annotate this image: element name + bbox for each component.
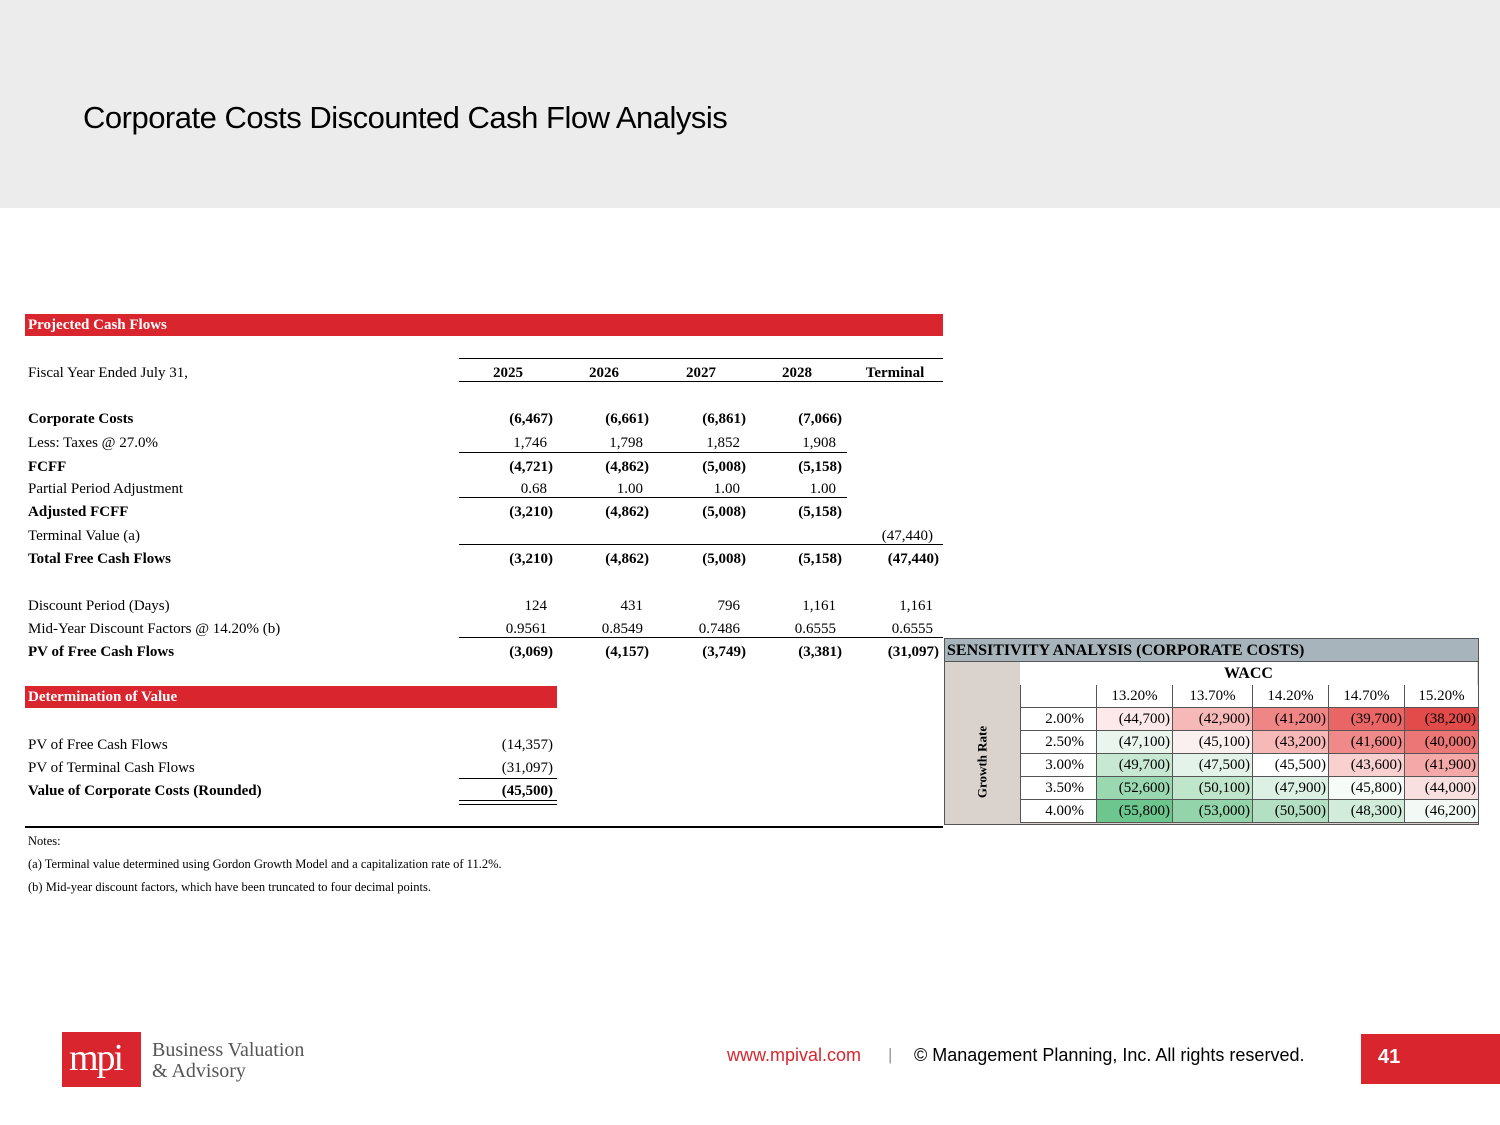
cell-value: 1,161: [802, 598, 836, 614]
growth-rate: 3.50%: [1020, 777, 1096, 800]
fcff-rule: [459, 452, 847, 453]
value-amount: (31,097): [501, 760, 553, 776]
cell-value: (4,862): [605, 551, 649, 567]
cell-value: 1.00: [809, 481, 836, 497]
sensitivity-value: (47,100): [1096, 731, 1172, 754]
cell-value: (3,069): [509, 644, 553, 660]
sensitivity-value: (42,900): [1172, 708, 1252, 731]
note-b: (b) Mid-year discount factors, which have been truncated to four decimal points.: [28, 880, 431, 894]
sensitivity-value: (43,600): [1328, 754, 1404, 777]
row-label: Less: Taxes @ 27.0%: [28, 435, 158, 451]
cell-value: 1,746: [513, 435, 547, 451]
cell-value: 1,161: [899, 598, 933, 614]
cell-value: (5,158): [798, 551, 842, 567]
year-header: 2025: [493, 365, 523, 381]
wacc-header: 15.20%: [1404, 685, 1478, 708]
year-header: Terminal: [865, 365, 925, 381]
cell-value: (6,467): [509, 411, 553, 427]
page-number-box: [1361, 1034, 1500, 1084]
sensitivity-value: (50,100): [1172, 777, 1252, 800]
growth-rate-axis-label: Growth Rate: [974, 725, 990, 799]
cell-value: 124: [524, 598, 547, 614]
value-label: PV of Terminal Cash Flows: [28, 760, 195, 776]
logo-line-2: & Advisory: [152, 1060, 246, 1082]
website-link[interactable]: www.mpival.com: [727, 1045, 862, 1065]
year-top-rule: [459, 358, 943, 359]
year-bottom-rule: [459, 381, 943, 382]
value-amount: (14,357): [501, 737, 553, 753]
total-rule: [459, 544, 943, 545]
cell-value: (4,862): [605, 504, 649, 520]
sensitivity-value: (47,500): [1172, 754, 1252, 777]
sensitivity-value: (45,800): [1328, 777, 1404, 800]
year-header: 2028: [782, 365, 812, 381]
sensitivity-table: [944, 638, 1479, 825]
value-sum-rule: [459, 778, 557, 779]
sensitivity-value: (50,500): [1252, 800, 1328, 823]
sensitivity-value: (44,000): [1404, 777, 1478, 800]
sensitivity-value: (41,900): [1404, 754, 1478, 777]
sensitivity-title: SENSITIVITY ANALYSIS (CORPORATE COSTS): [945, 639, 1478, 662]
cell-value: 1,852: [706, 435, 740, 451]
wacc-axis-label: WACC: [1020, 662, 1477, 686]
sensitivity-value: (38,200): [1404, 708, 1478, 731]
sensitivity-value: (45,100): [1172, 731, 1252, 754]
sensitivity-value: (48,300): [1328, 800, 1404, 823]
logo-line-1: Business Valuation: [152, 1039, 305, 1061]
sensitivity-value: (39,700): [1328, 708, 1404, 731]
sensitivity-value: (55,800): [1096, 800, 1172, 823]
footer-separator: |: [888, 1045, 893, 1064]
cell-value: (6,661): [605, 411, 649, 427]
sensitivity-value: (41,200): [1252, 708, 1328, 731]
cell-value: 796: [717, 598, 740, 614]
row-label: FCFF: [28, 459, 67, 475]
cell-value: (4,721): [509, 459, 553, 475]
cell-value: (5,008): [702, 459, 746, 475]
pv-rule: [459, 637, 943, 638]
cell-value: (31,097): [887, 644, 939, 660]
page-title: Corporate Costs Discounted Cash Flow Analysis: [83, 100, 728, 135]
corner-cell: [1020, 685, 1096, 708]
cell-value: (5,008): [702, 551, 746, 567]
year-header: 2027: [686, 365, 716, 381]
wacc-header: 14.70%: [1328, 685, 1404, 708]
row-label: Total Free Cash Flows: [28, 551, 171, 567]
cell-value: (6,861): [702, 411, 746, 427]
cell-value: 431: [620, 598, 643, 614]
sensitivity-value: (49,700): [1096, 754, 1172, 777]
year-header: 2026: [589, 365, 619, 381]
row-label: Adjusted FCFF: [28, 504, 129, 520]
projected-cash-flows-header: Projected Cash Flows: [25, 314, 943, 336]
sensitivity-value: (43,200): [1252, 731, 1328, 754]
cell-value: (3,210): [509, 504, 553, 520]
sensitivity-value: (53,000): [1172, 800, 1252, 823]
cell-value: (47,440): [887, 551, 939, 567]
copyright: © Management Planning, Inc. All rights reserved.: [914, 1045, 1305, 1065]
cell-value: 1.00: [616, 481, 643, 497]
cell-value: 0.6555: [891, 621, 933, 637]
cell-value: (47,440): [881, 528, 933, 544]
cell-value: 1.00: [713, 481, 740, 497]
wacc-header: 13.70%: [1172, 685, 1252, 708]
logo-text: mpi: [69, 1037, 123, 1079]
mpi-logo: [62, 1032, 141, 1087]
row-label: PV of Free Cash Flows: [28, 644, 175, 660]
cell-value: (5,158): [798, 459, 842, 475]
notes-divider: [25, 826, 943, 828]
cell-value: 0.7486: [698, 621, 740, 637]
value-amount: (45,500): [501, 783, 553, 799]
fy-label: Fiscal Year Ended July 31,: [28, 365, 188, 381]
growth-rate: 2.00%: [1020, 708, 1096, 731]
cell-value: (3,210): [509, 551, 553, 567]
wacc-header: 13.20%: [1096, 685, 1172, 708]
cell-value: (4,157): [605, 644, 649, 660]
cell-value: 0.8549: [601, 621, 643, 637]
sensitivity-value: (52,600): [1096, 777, 1172, 800]
cell-value: (3,381): [798, 644, 842, 660]
note-a: (a) Terminal value determined using Gordon Growth Model and a capitalization rate of 11.2%.: [28, 857, 502, 871]
notes-heading: Notes:: [28, 834, 61, 848]
cell-value: (7,066): [798, 411, 842, 427]
sensitivity-value: (47,900): [1252, 777, 1328, 800]
sensitivity-value: (41,600): [1328, 731, 1404, 754]
row-label: Corporate Costs: [28, 411, 134, 427]
value-label: Value of Corporate Costs (Rounded): [28, 783, 262, 799]
value-double-rule: [459, 800, 557, 805]
cell-value: 0.6555: [794, 621, 836, 637]
sensitivity-value: (46,200): [1404, 800, 1478, 823]
row-label: Mid-Year Discount Factors @ 14.20% (b): [28, 621, 281, 637]
cell-value: (5,008): [702, 504, 746, 520]
row-label: Partial Period Adjustment: [28, 481, 183, 497]
adjusted-fcff-rule: [459, 497, 847, 498]
cell-value: (5,158): [798, 504, 842, 520]
cell-value: 1,908: [802, 435, 836, 451]
page-number: 41: [1378, 1046, 1401, 1068]
growth-rate: 3.00%: [1020, 754, 1096, 777]
cell-value: 0.9561: [505, 621, 547, 637]
cell-value: 1,798: [609, 435, 643, 451]
row-label: Discount Period (Days): [28, 598, 170, 614]
sensitivity-value: (44,700): [1096, 708, 1172, 731]
cell-value: (3,749): [702, 644, 746, 660]
sensitivity-value: (40,000): [1404, 731, 1478, 754]
value-label: PV of Free Cash Flows: [28, 737, 168, 753]
growth-rate: 4.00%: [1020, 800, 1096, 823]
cell-value: (4,862): [605, 459, 649, 475]
sensitivity-value: (45,500): [1252, 754, 1328, 777]
cell-value: 0.68: [520, 481, 547, 497]
row-label: Terminal Value (a): [28, 528, 140, 544]
wacc-header: 14.20%: [1252, 685, 1328, 708]
determination-of-value-header: Determination of Value: [25, 686, 557, 708]
growth-rate: 2.50%: [1020, 731, 1096, 754]
